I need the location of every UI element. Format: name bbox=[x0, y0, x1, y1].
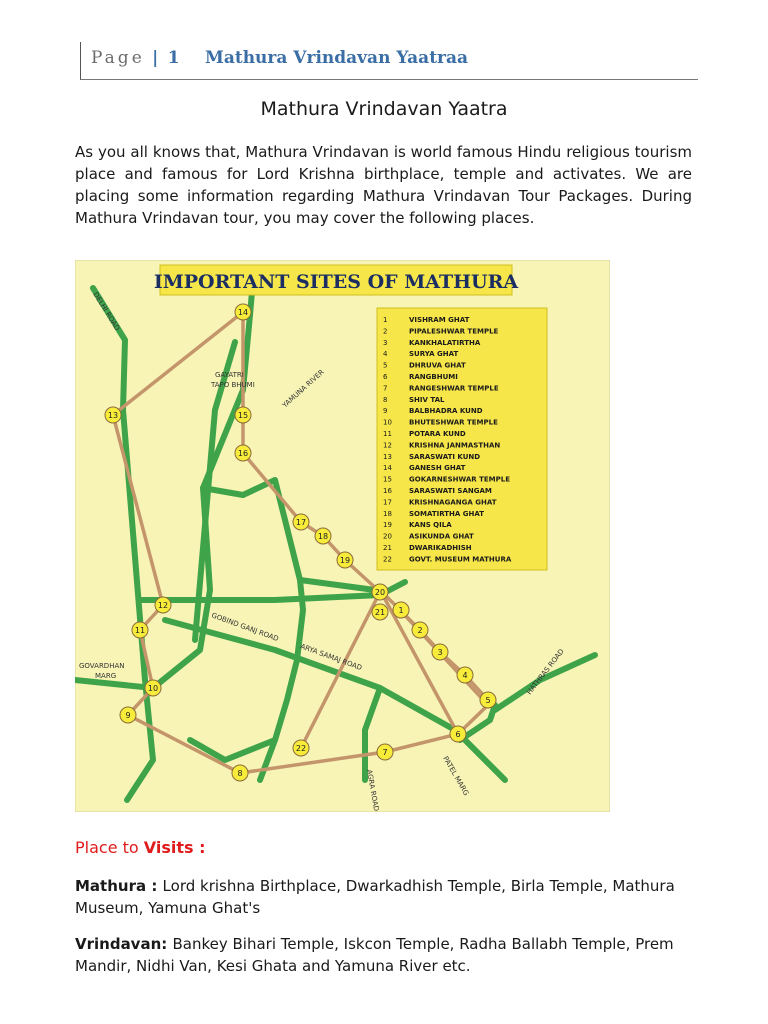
legend-number: 18 bbox=[383, 509, 392, 518]
site-marker-label: 9 bbox=[125, 711, 131, 720]
header-text bbox=[91, 48, 468, 68]
legend-item: GOVT. MUSEUM MATHURA bbox=[409, 555, 512, 564]
site-marker-label: 13 bbox=[107, 411, 119, 420]
mathura-text: Lord krishna Birthplace, Dwarkadhish Temple, Birla Temple, Mathura Museum, Yamuna Ghat's bbox=[75, 877, 675, 917]
place-heading-part1: Place to bbox=[75, 838, 144, 857]
legend-item: DHRUVA GHAT bbox=[409, 361, 466, 370]
vrindavan-text: Bankey Bihari Temple, Iskcon Temple, Radha Ballabh Temple, Prem Mandir, Nidhi Van, Kesi Ghata and Yamuna River etc. bbox=[75, 935, 674, 975]
legend-number: 1 bbox=[383, 316, 388, 324]
site-marker-label: 5 bbox=[485, 696, 491, 705]
intro-paragraph: As you all knows that, Mathura Vrindavan is world famous Hindu religious tourism place and famous for Lord Krishna birthplace, temple and activates. We are placing some information regarding Mathura Vrindavan Tour Packages. During Mathura Vrindavan tour, you may cover the following places. bbox=[75, 143, 692, 227]
legend-item: GANESH GHAT bbox=[409, 464, 466, 473]
site-marker-label: 2 bbox=[417, 626, 423, 635]
legend-item: POTARA KUND bbox=[409, 430, 466, 438]
legend-item: VISHRAM GHAT bbox=[409, 316, 470, 324]
label-marg: MARG bbox=[95, 672, 117, 680]
site-marker-label: 16 bbox=[237, 449, 249, 458]
document-title: Mathura Vrindavan Yaatra bbox=[260, 98, 508, 120]
legend-number: 20 bbox=[383, 532, 392, 541]
legend-number: 21 bbox=[383, 544, 392, 552]
legend-item: GOKARNESHWAR TEMPLE bbox=[409, 475, 511, 484]
label-hathras-road: HATHRAS ROAD bbox=[525, 647, 566, 697]
site-marker-label: 1 bbox=[398, 606, 404, 615]
site-marker-label: 18 bbox=[317, 532, 329, 541]
legend-number: 16 bbox=[383, 487, 392, 495]
page-header bbox=[80, 42, 698, 80]
legend-number: 6 bbox=[383, 373, 388, 381]
legend-number: 13 bbox=[383, 452, 392, 461]
legend-number: 11 bbox=[383, 430, 392, 438]
site-marker-label: 8 bbox=[237, 769, 243, 778]
mathura-sites-map bbox=[75, 260, 610, 812]
label-tapo-bhumi: TAPO BHUMI bbox=[211, 381, 255, 389]
legend-number: 14 bbox=[383, 464, 392, 473]
page-word: Page bbox=[91, 48, 145, 68]
legend-item: DWARIKADHISH bbox=[409, 544, 472, 552]
legend-number: 9 bbox=[383, 407, 388, 416]
legend-number: 22 bbox=[383, 555, 392, 564]
legend-number: 7 bbox=[383, 384, 388, 393]
legend-item: RANGESHWAR TEMPLE bbox=[409, 384, 499, 393]
legend-number: 15 bbox=[383, 475, 392, 484]
legend-item: BHUTESHWAR TEMPLE bbox=[409, 418, 498, 427]
legend-number: 12 bbox=[383, 441, 392, 450]
legend-number: 8 bbox=[383, 395, 388, 404]
page-number: 1 bbox=[167, 48, 180, 68]
legend-number: 5 bbox=[383, 361, 388, 370]
legend-item: SOMATIRTHA GHAT bbox=[409, 509, 485, 518]
site-marker-label: 14 bbox=[237, 308, 249, 317]
site-marker-label: 21 bbox=[374, 608, 386, 617]
site-marker-label: 10 bbox=[147, 684, 159, 693]
mathura-label: Mathura : bbox=[75, 877, 163, 895]
legend-number: 10 bbox=[383, 418, 392, 427]
site-marker-label: 3 bbox=[437, 648, 443, 657]
legend-item: KRISHNA JANMASTHAN bbox=[409, 441, 501, 450]
header-title: Mathura Vrindavan Yaatraa bbox=[205, 48, 469, 68]
legend-item: RANGBHUMI bbox=[409, 373, 458, 381]
site-marker-label: 20 bbox=[374, 588, 386, 597]
label-yamuna-river: YAMUNA RIVER bbox=[280, 368, 326, 410]
site-marker-label: 7 bbox=[382, 748, 388, 757]
legend-item: SHIV TAL bbox=[409, 395, 445, 404]
legend-item: PIPALESHWAR TEMPLE bbox=[409, 327, 499, 336]
legend-item: KANKHALATIRTHA bbox=[409, 338, 481, 347]
legend-number: 4 bbox=[383, 350, 388, 359]
site-marker-label: 15 bbox=[237, 411, 249, 420]
site-marker-label: 19 bbox=[339, 556, 351, 565]
legend-number: 19 bbox=[383, 521, 392, 530]
label-delhi-road: DELHI ROAD bbox=[91, 290, 122, 333]
legend-item: SARASWATI KUND bbox=[409, 452, 481, 461]
legend-item: KANS QILA bbox=[409, 521, 452, 530]
legend-item: SARASWATI SANGAM bbox=[409, 487, 492, 495]
legend-item: SURYA GHAT bbox=[409, 350, 459, 359]
vrindavan-paragraph bbox=[75, 933, 695, 977]
site-marker-label: 12 bbox=[157, 601, 169, 610]
place-heading-part2: Visits : bbox=[143, 838, 206, 857]
site-marker-label: 22 bbox=[295, 744, 307, 753]
legend-number: 2 bbox=[383, 327, 388, 336]
label-agra-road: AGRA ROAD bbox=[365, 768, 381, 812]
map-title: IMPORTANT SITES OF MATHURA bbox=[153, 271, 519, 293]
mathura-paragraph bbox=[75, 875, 695, 919]
label-gayatri: GAYATRI bbox=[215, 371, 244, 379]
site-marker-label: 4 bbox=[462, 671, 468, 680]
vrindavan-label: Vrindavan: bbox=[75, 935, 173, 953]
legend-number: 3 bbox=[383, 338, 388, 347]
legend-number: 17 bbox=[383, 498, 392, 507]
legend-item: ASIKUNDA GHAT bbox=[409, 532, 474, 541]
map-legend-box bbox=[377, 308, 547, 570]
site-marker-label: 17 bbox=[295, 518, 307, 527]
label-arya-samaj-road: ARYA SAMAJ ROAD bbox=[299, 642, 363, 673]
label-gobind-ganj-road: GOBIND GANJ ROAD bbox=[210, 611, 280, 644]
label-govardhan: GOVARDHAN bbox=[79, 662, 125, 670]
legend-item: KRISHNAGANGA GHAT bbox=[409, 498, 497, 507]
site-marker-label: 6 bbox=[455, 730, 461, 739]
place-heading bbox=[75, 838, 206, 857]
page-separator: | bbox=[152, 48, 159, 68]
label-patel-marg: PATEL MARG bbox=[441, 755, 471, 798]
site-marker-label: 11 bbox=[134, 626, 146, 635]
legend-item: BALBHADRA KUND bbox=[409, 407, 483, 416]
